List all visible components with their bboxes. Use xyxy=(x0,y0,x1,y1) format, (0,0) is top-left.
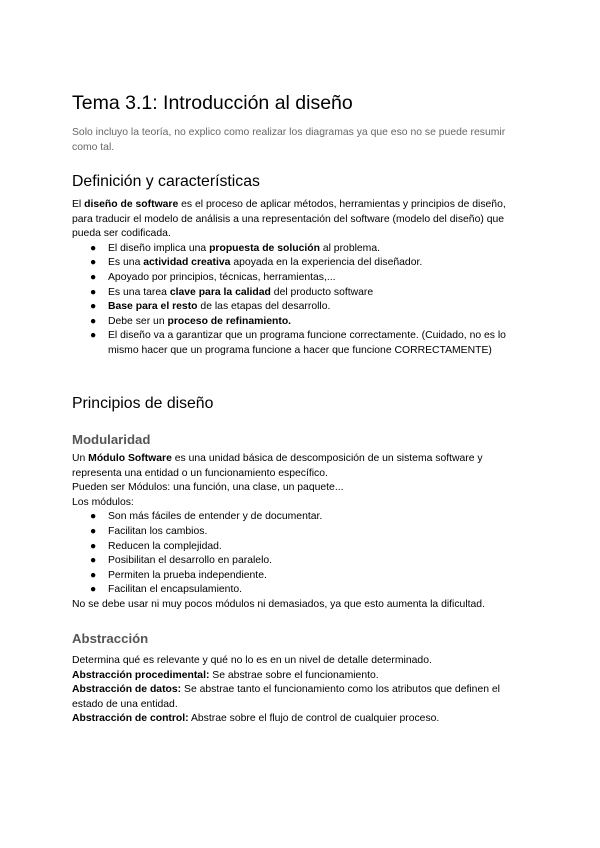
section-heading-principios: Principios de diseño xyxy=(72,395,214,412)
bullet-icon: ● xyxy=(90,584,97,596)
bullet-icon: ● xyxy=(90,525,97,537)
list-item: ● Es una actividad creativa apoyada en la experiencia del diseñador. xyxy=(72,256,528,271)
bullet-icon: ● xyxy=(90,540,97,552)
list-item: ● El diseño va a garantizar que un programa funcione correctamente. (Cuidado, no es lo mismo hacer que un programa funcione a hacer que funcione CORRECTAMENTE) xyxy=(90,330,506,356)
abstraccion-datos: Abstracción de datos: Se abstrae tanto el funcionamiento como los atributos que definen el estado de una entidad. xyxy=(72,684,500,710)
section-definicion-body xyxy=(72,198,528,359)
section-heading-definicion: Definición y características xyxy=(72,173,260,190)
bullet-icon: ● xyxy=(90,330,97,342)
page-subtitle: Solo incluyo la teoría, no explico como realizar los diagramas ya que eso no se puede resumir como tal. xyxy=(72,127,506,153)
definicion-intro: El diseño de software es el proceso de aplicar métodos, herramientas y principios de diseño, para traducir el modelo de análisis a una representación del software (modelo del diseño) que pueda ser codificada. xyxy=(72,199,506,240)
list-item: ● Facilitan los cambios. xyxy=(72,525,528,540)
bullet-icon: ● xyxy=(90,569,97,581)
modularidad-examples: Pueden ser Módulos: una función, una clase, un paquete... xyxy=(72,482,344,494)
modularidad-bullet-list xyxy=(72,510,528,598)
modularidad-closing: No se debe usar ni muy pocos módulos ni demasiados, ya que esto aumenta la dificultad. xyxy=(72,598,485,610)
modularidad-intro: Un Módulo Software es una unidad básica de descomposición de un sistema software y representa una entidad o un funcionamiento específico. xyxy=(72,453,483,479)
definicion-bullet-list xyxy=(72,242,528,359)
list-item: ● Debe ser un proceso de refinamiento. xyxy=(72,315,528,330)
list-item: ● Facilitan el encapsulamiento. xyxy=(72,583,528,598)
abstraccion-intro: Determina qué es relevante y qué no lo es en un nivel de detalle determinado. xyxy=(72,655,432,666)
bullet-icon: ● xyxy=(90,511,97,523)
abstraccion-body xyxy=(72,654,528,727)
bullet-icon: ● xyxy=(90,301,97,313)
list-item: ● Es una tarea clave para la calidad del producto software xyxy=(72,286,528,301)
bullet-icon: ● xyxy=(90,555,97,567)
list-item: ● Permiten la prueba independiente. xyxy=(72,569,528,584)
bullet-icon: ● xyxy=(90,271,97,283)
abstraccion-procedimental: Abstracción procedimental: Se abstrae sobre el funcionamiento. xyxy=(72,669,379,681)
list-item: ● Apoyado por principios, técnicas, herramientas,... xyxy=(72,271,528,286)
list-item: ● Posibilitan el desarrollo en paralelo. xyxy=(72,554,528,569)
subsection-heading-modularidad: Modularidad xyxy=(72,432,151,447)
list-item: ● Reducen la complejidad. xyxy=(72,540,528,555)
modularidad-body xyxy=(72,452,528,613)
subsection-heading-abstraccion: Abstracción xyxy=(72,631,149,646)
page-title: Tema 3.1: Introducción al diseño xyxy=(72,92,353,114)
bullet-icon: ● xyxy=(90,257,97,269)
list-item: ● Base para el resto de las etapas del desarrollo. xyxy=(72,300,528,315)
list-item: ● Son más fáciles de entender y de documentar. xyxy=(72,510,528,525)
bullet-icon: ● xyxy=(90,286,97,298)
bullet-icon: ● xyxy=(90,315,97,327)
list-item: ● El diseño implica una propuesta de solución al problema. xyxy=(72,242,528,257)
bullet-icon: ● xyxy=(90,242,97,254)
abstraccion-control: Abstracción de control: Abstrae sobre el flujo de control de cualquier proceso. xyxy=(72,713,440,725)
modularidad-list-label: Los módulos: xyxy=(72,496,134,508)
